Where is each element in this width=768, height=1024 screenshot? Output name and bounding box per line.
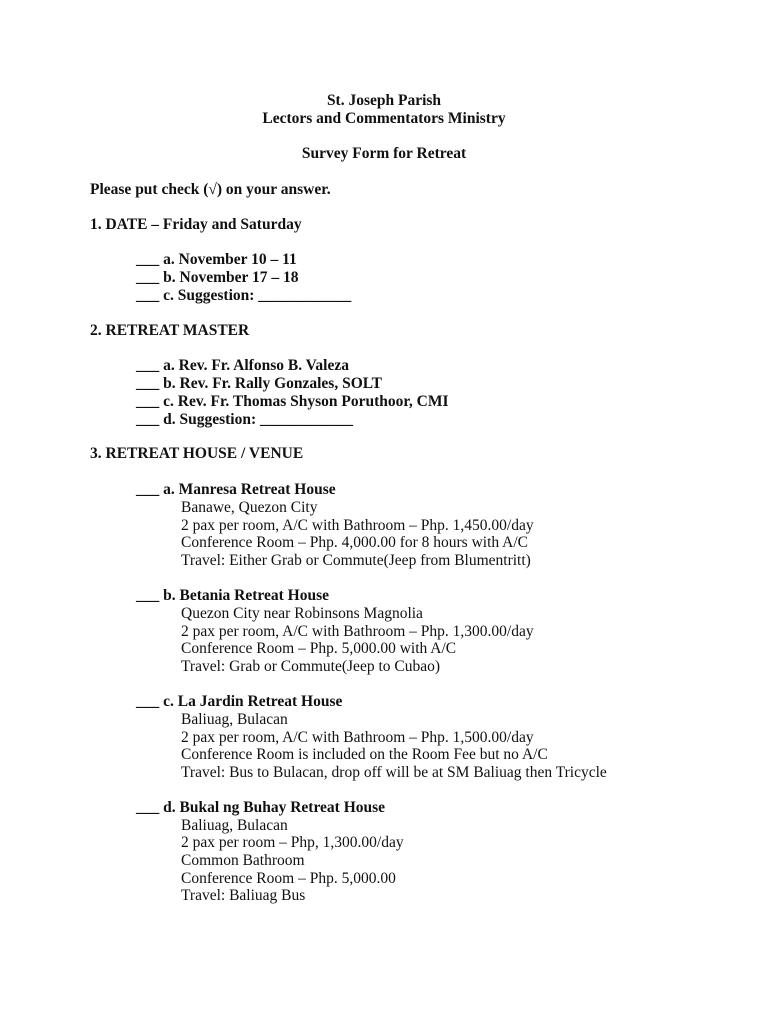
venue-b-conference: Conference Room – Php. 5,000.00 with A/C — [181, 640, 457, 657]
venue-c-conference: Conference Room is included on the Room Fee but no A/C — [181, 746, 548, 763]
venue-d-bathroom: Common Bathroom — [181, 852, 305, 869]
instruction-text: Please put check (√) on your answer. — [90, 181, 331, 198]
q3-venue-a[interactable]: ___ a. Manresa Retreat House — [136, 481, 336, 498]
q3-venue-c[interactable]: ___ c. La Jardin Retreat House — [136, 693, 343, 710]
q3-title: 3. RETREAT HOUSE / VENUE — [90, 445, 304, 462]
venue-a-conference: Conference Room – Php. 4,000.00 for 8 hours with A/C — [181, 534, 529, 551]
venue-d-conference: Conference Room – Php. 5,000.00 — [181, 870, 396, 887]
q3-venue-d[interactable]: ___ d. Bukal ng Buhay Retreat House — [136, 799, 386, 816]
venue-c-travel: Travel: Bus to Bulacan, drop off will be at SM Baliuag then Tricycle — [181, 764, 607, 781]
venue-c-location: Baliuag, Bulacan — [181, 711, 288, 728]
q2-option-c[interactable]: ___ c. Rev. Fr. Thomas Shyson Poruthoor, CMI — [136, 393, 449, 410]
q1-option-b[interactable]: ___ b. November 17 – 18 — [136, 269, 299, 286]
venue-b-location: Quezon City near Robinsons Magnolia — [181, 605, 423, 622]
venue-a-travel: Travel: Either Grab or Commute(Jeep from Blumentritt) — [181, 552, 531, 569]
q1-option-a[interactable]: ___ a. November 10 – 11 — [136, 251, 297, 268]
q1-option-c[interactable]: ___ c. Suggestion: ____________ — [136, 287, 352, 304]
venue-d-location: Baliuag, Bulacan — [181, 817, 288, 834]
venue-d-room-rate: 2 pax per room – Php, 1,300.00/day — [181, 834, 404, 851]
q1-title: 1. DATE – Friday and Saturday — [90, 216, 302, 233]
venue-a-room-rate: 2 pax per room, A/C with Bathroom – Php. 1,450.00/day — [181, 517, 534, 534]
form-title: Survey Form for Retreat — [301, 145, 467, 162]
q3-venue-b[interactable]: ___ b. Betania Retreat House — [136, 587, 330, 604]
q2-option-a[interactable]: ___ a. Rev. Fr. Alfonso B. Valeza — [136, 357, 349, 374]
ministry-name: Lectors and Commentators Ministry — [262, 110, 506, 127]
venue-b-room-rate: 2 pax per room, A/C with Bathroom – Php. 1,300.00/day — [181, 623, 534, 640]
q2-title: 2. RETREAT MASTER — [90, 322, 250, 339]
venue-d-travel: Travel: Baliuag Bus — [181, 887, 306, 904]
q2-option-b[interactable]: ___ b. Rev. Fr. Rally Gonzales, SOLT — [136, 375, 383, 392]
venue-a-location: Banawe, Quezon City — [181, 499, 318, 516]
q2-option-d[interactable]: ___ d. Suggestion: ____________ — [136, 411, 354, 428]
venue-b-travel: Travel: Grab or Commute(Jeep to Cubao) — [181, 658, 441, 675]
parish-name: St. Joseph Parish — [326, 92, 442, 109]
venue-c-room-rate: 2 pax per room, A/C with Bathroom – Php. 1,500.00/day — [181, 729, 534, 746]
